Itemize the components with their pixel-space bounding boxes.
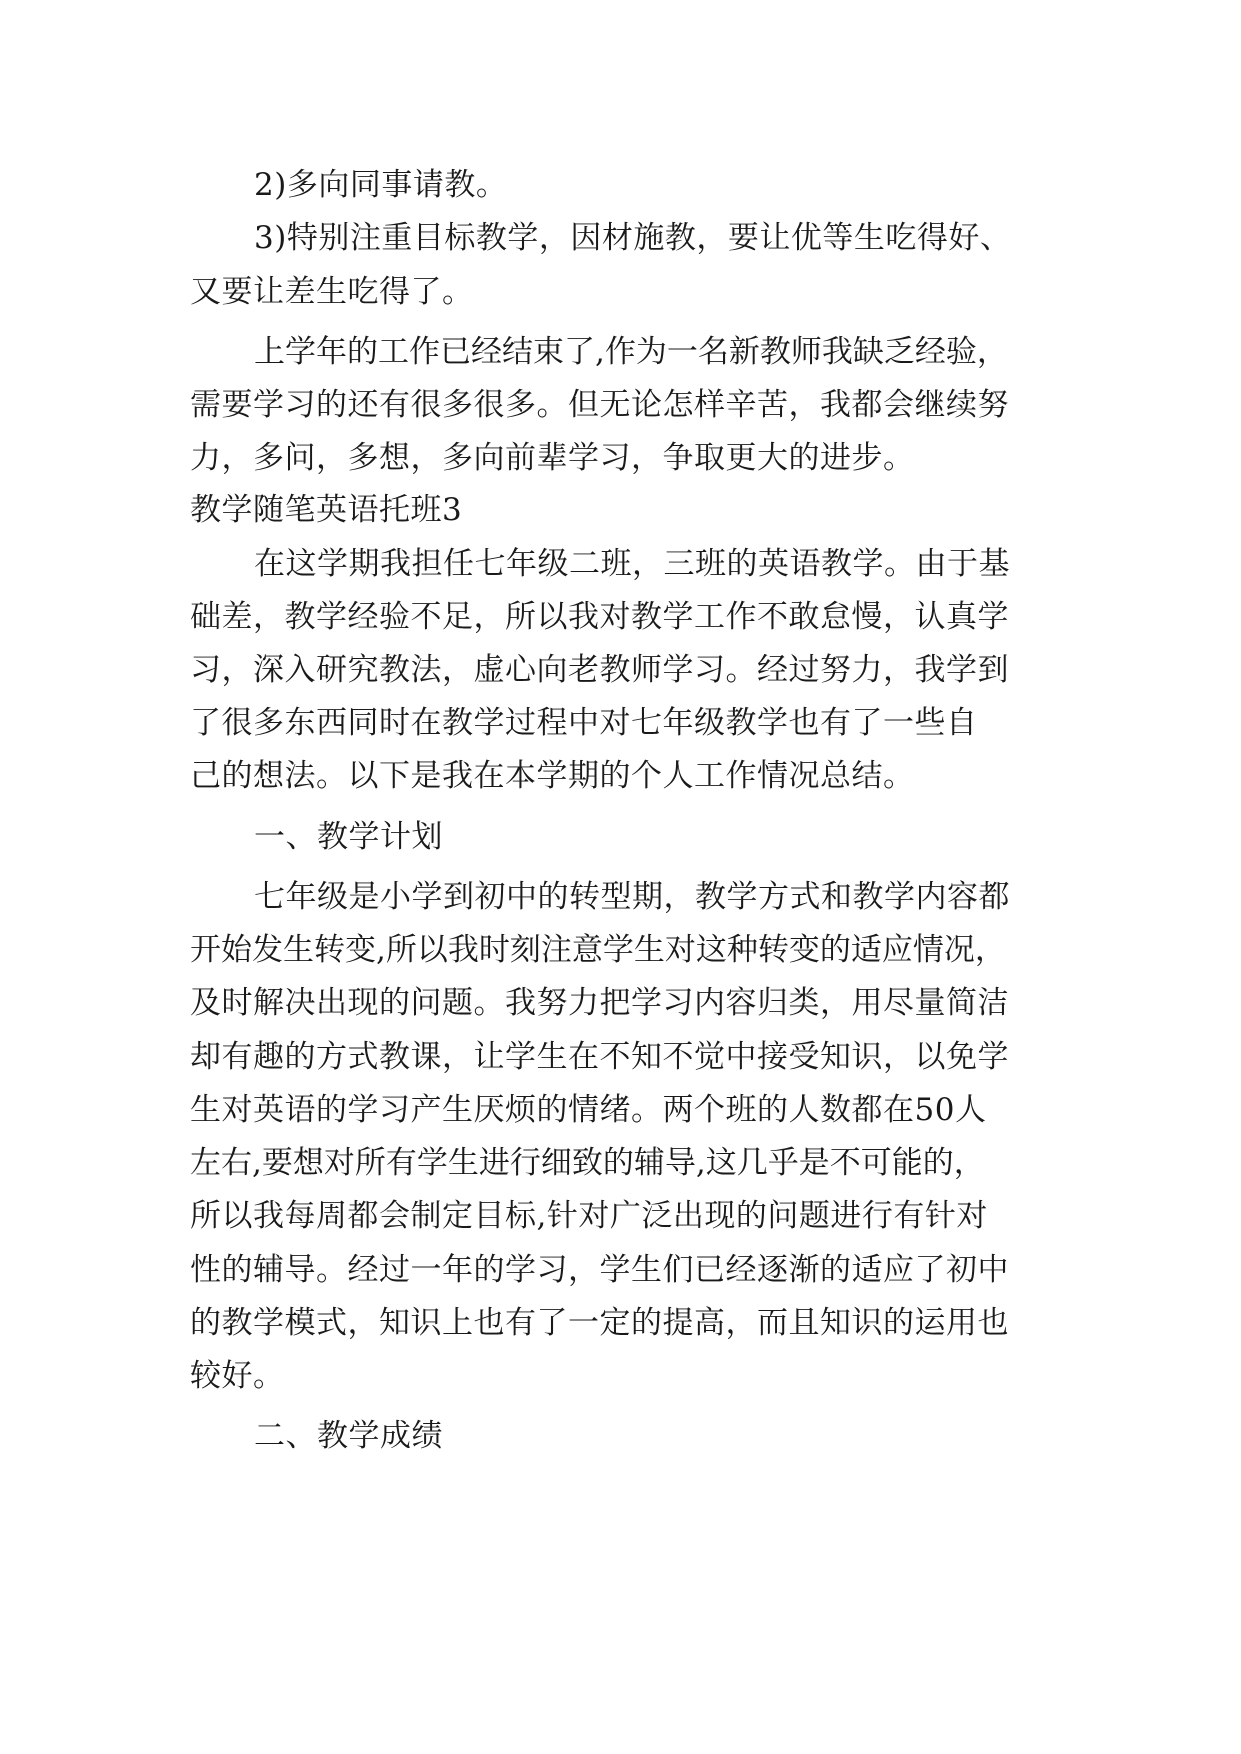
paragraph-line: 却有趣的方式教课，让学生在不知不觉中接受知识，以免学 (190, 1039, 1009, 1075)
paragraph-line: 础差，教学经验不足，所以我对教学工作不敢怠慢，认真学 (190, 599, 1009, 635)
paragraph-line: 生对英语的学习产生厌烦的情绪。两个班的人数都在50人 (190, 1092, 987, 1128)
subheading: 一、教学计划 (254, 819, 443, 855)
paragraph-line: 习，深入研究教法，虚心向老教师学习。经过努力，我学到 (190, 652, 1009, 688)
paragraph-line: 左右,要想对所有学生进行细致的辅导,这几乎是不可能的， (190, 1145, 985, 1181)
paragraph-line: 己的想法。以下是我在本学期的个人工作情况总结。 (190, 758, 915, 794)
paragraph-line: 较好。 (190, 1358, 285, 1394)
paragraph-line: 开始发生转变,所以我时刻注意学生对这种转变的适应情况， (190, 932, 1006, 968)
paragraph-line: 及时解决出现的问题。我努力把学习内容归类，用尽量简洁 (190, 985, 1009, 1021)
paragraph-line: 力，多问，多想，多向前辈学习，争取更大的进步。 (190, 440, 915, 476)
paragraph-line: 性的辅导。经过一年的学习，学生们已经逐渐的适应了初中 (190, 1252, 1009, 1288)
paragraph-line: 又要让差生吃得了。 (190, 274, 474, 310)
paragraph-line: 七年级是小学到初中的转型期，教学方式和教学内容都 (254, 879, 1010, 915)
subheading: 二、教学成绩 (254, 1418, 443, 1454)
section-heading: 教学随笔英语托班3 (190, 492, 463, 528)
list-item: 2)多向同事请教。 (254, 167, 508, 203)
paragraph-line: 需要学习的还有很多很多。但无论怎样辛苦，我都会继续努 (190, 387, 1009, 423)
paragraph-line: 所以我每周都会制定目标,针对广泛出现的问题进行有针对 (190, 1198, 988, 1234)
paragraph-line: 了很多东西同时在教学过程中对七年级教学也有了一些自 (190, 705, 978, 741)
paragraph-line: 上学年的工作已经结束了,作为一名新教师我缺乏经验， (254, 334, 1008, 370)
paragraph-line: 在这学期我担任七年级二班，三班的英语教学。由于基 (254, 546, 1010, 582)
paragraph-line: 的教学模式，知识上也有了一定的提高，而且知识的运用也 (190, 1305, 1009, 1341)
list-item: 3)特别注重目标教学，因材施教，要让优等生吃得好、 (254, 220, 1012, 256)
